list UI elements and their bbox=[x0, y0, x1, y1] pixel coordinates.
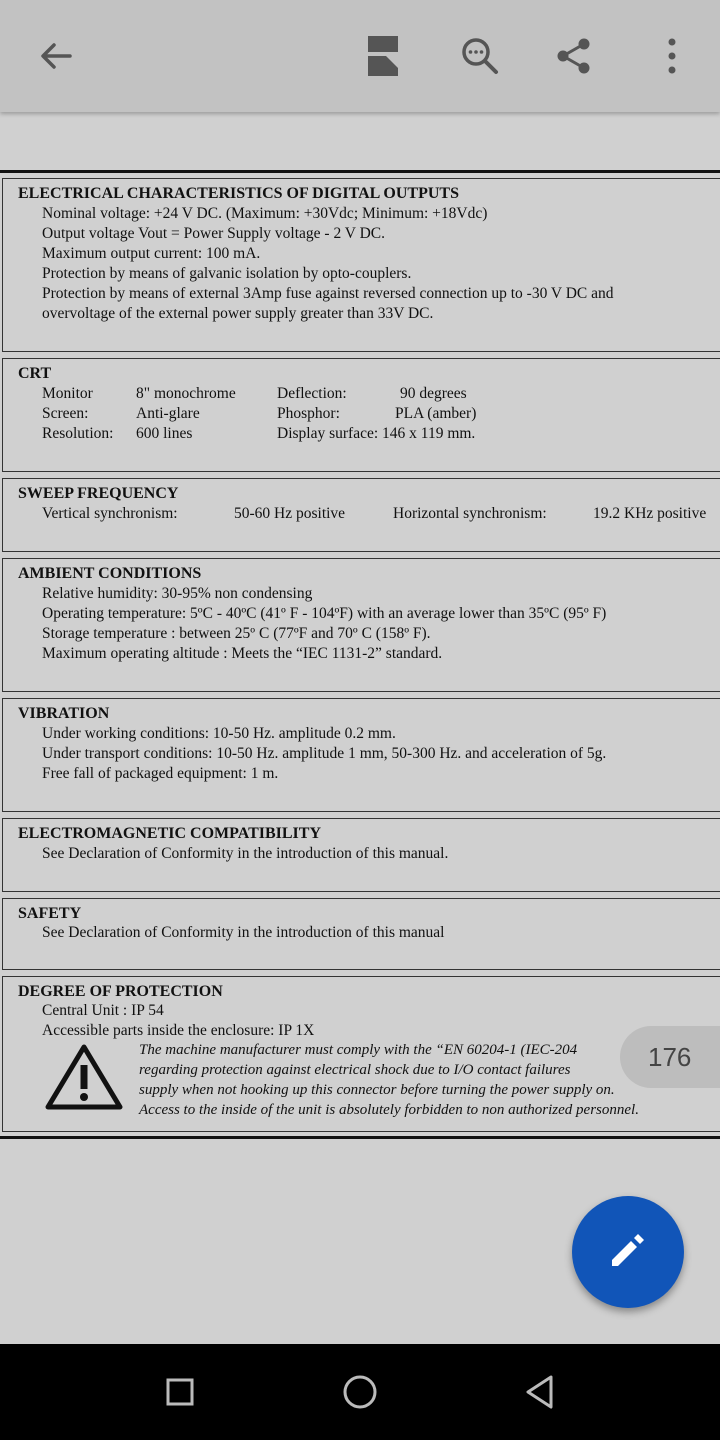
home-circle-icon[interactable] bbox=[336, 1368, 384, 1416]
sweep-label-vertical: Vertical synchronism: bbox=[42, 505, 178, 522]
edit-pencil-icon bbox=[604, 1226, 652, 1279]
more-vert-icon[interactable] bbox=[644, 28, 700, 84]
sweep-label-horizontal: Horizontal synchronism: bbox=[393, 505, 547, 522]
crt-value-deflection: 90 degrees bbox=[400, 385, 467, 402]
section-safety bbox=[2, 898, 720, 970]
section-title: SAFETY bbox=[18, 905, 82, 922]
sweep-value-vertical: 50-60 Hz positive bbox=[234, 505, 346, 522]
sweep-value-horizontal: 19.2 KHz positive bbox=[593, 505, 707, 522]
warning-line: The machine manufacturer must comply with the “EN 60204-1 (IEC-204 bbox=[139, 1042, 578, 1058]
crt-value-resolution: 600 lines bbox=[136, 425, 193, 442]
text-line: See Declaration of Conformity in the introduction of this manual. bbox=[42, 845, 449, 862]
page-number-badge: 176 bbox=[620, 1026, 720, 1088]
text-line: Central Unit : IP 54 bbox=[42, 1002, 164, 1019]
text-line: Operating temperature: 5ºC - 40ºC (41º F - 104ºF) with an average lower than 35ºC (95º F) bbox=[42, 605, 607, 622]
search-icon[interactable] bbox=[452, 28, 508, 84]
section-title: VIBRATION bbox=[18, 705, 110, 722]
document-page bbox=[0, 170, 720, 1140]
section-vibration bbox=[2, 698, 720, 812]
crt-label-deflection: Deflection: bbox=[277, 385, 347, 402]
section-electromagnetic-compatibility bbox=[2, 818, 720, 892]
crt-value-screen: Anti-glare bbox=[136, 405, 200, 422]
bookmark-icon[interactable] bbox=[356, 28, 412, 84]
top-rule bbox=[0, 170, 720, 173]
crt-value-phosphor: PLA (amber) bbox=[395, 405, 477, 422]
section-title: SWEEP FREQUENCY bbox=[18, 485, 179, 502]
section-title: ELECTRICAL CHARACTERISTICS OF DIGITAL OUTPUTS bbox=[18, 185, 459, 202]
section-title: DEGREE OF PROTECTION bbox=[18, 983, 223, 1000]
section-title: AMBIENT CONDITIONS bbox=[18, 565, 202, 582]
crt-label-phosphor: Phosphor: bbox=[277, 405, 340, 422]
crt-label-monitor: Monitor bbox=[42, 385, 93, 402]
section-sweep-frequency bbox=[2, 478, 720, 552]
edit-button[interactable] bbox=[572, 1196, 684, 1308]
crt-label-resolution: Resolution: bbox=[42, 425, 114, 442]
warning-triangle-icon bbox=[45, 1043, 123, 1116]
text-line: Under transport conditions: 10-50 Hz. amplitude 1 mm, 50-300 Hz. and acceleration of 5g. bbox=[42, 745, 607, 762]
text-line: Under working conditions: 10-50 Hz. amplitude 0.2 mm. bbox=[42, 725, 396, 742]
text-line: Maximum operating altitude : Meets the “IEC 1131-2” standard. bbox=[42, 645, 443, 662]
warning-line: regarding protection against electrical shock due to I/O contact failures bbox=[139, 1062, 571, 1078]
section-title: ELECTROMAGNETIC COMPATIBILITY bbox=[18, 825, 321, 842]
back-arrow-icon[interactable] bbox=[28, 28, 84, 84]
text-line: Free fall of packaged equipment: 1 m. bbox=[42, 765, 279, 782]
text-line: Protection by means of external 3Amp fuse against reversed connection up to -30 V DC and bbox=[42, 285, 614, 302]
recents-square-icon[interactable] bbox=[156, 1368, 204, 1416]
crt-label-screen: Screen: bbox=[42, 405, 89, 422]
section-crt bbox=[2, 358, 720, 472]
text-line: Accessible parts inside the enclosure: IP 1X bbox=[42, 1022, 315, 1039]
section-title: CRT bbox=[18, 365, 52, 382]
text-line: overvoltage of the external power supply greater than 33V DC. bbox=[42, 305, 434, 322]
crt-value-monitor: 8" monochrome bbox=[136, 385, 236, 402]
text-line: Storage temperature : between 25º C (77ºF and 70º C (158º F). bbox=[42, 625, 431, 642]
warning-line: Access to the inside of the unit is absolutely forbidden to non authorized personnel. bbox=[139, 1102, 639, 1118]
app-toolbar bbox=[0, 0, 720, 112]
share-icon[interactable] bbox=[546, 28, 602, 84]
crt-display-surface: Display surface: 146 x 119 mm. bbox=[277, 425, 476, 442]
section-ambient-conditions bbox=[2, 558, 720, 692]
text-line: Maximum output current: 100 mA. bbox=[42, 245, 261, 262]
system-navigation-bar bbox=[0, 1344, 720, 1440]
warning-line: supply when not hooking up this connector before turning the power supply on. bbox=[139, 1082, 615, 1098]
back-triangle-icon[interactable] bbox=[516, 1368, 564, 1416]
text-line: Output voltage Vout = Power Supply voltage - 2 V DC. bbox=[42, 225, 385, 242]
section-electrical bbox=[2, 178, 720, 352]
text-line: Nominal voltage: +24 V DC. (Maximum: +30Vdc; Minimum: +18Vdc) bbox=[42, 205, 488, 222]
section-degree-of-protection bbox=[2, 976, 720, 1132]
text-line: Protection by means of galvanic isolation by opto-couplers. bbox=[42, 265, 412, 282]
bottom-rule bbox=[0, 1136, 720, 1139]
text-line: Relative humidity: 30-95% non condensing bbox=[42, 585, 313, 602]
text-line: See Declaration of Conformity in the introduction of this manual bbox=[42, 924, 445, 941]
